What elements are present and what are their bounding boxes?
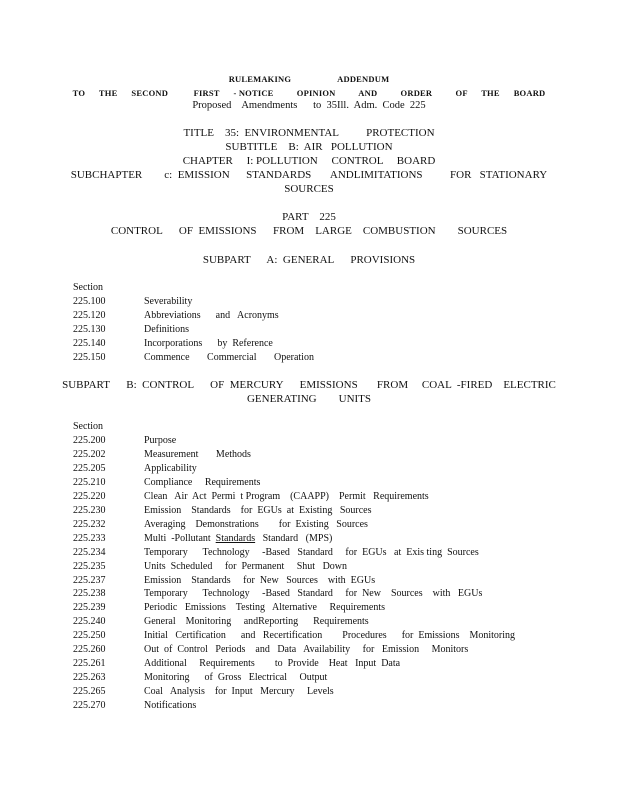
toc-row bbox=[0, 602, 618, 616]
toc-row bbox=[0, 616, 618, 630]
section-title-text: Definitions bbox=[144, 324, 189, 335]
section-number: 225.230 bbox=[73, 504, 106, 516]
section-number: 225.235 bbox=[73, 560, 106, 572]
section-number: 225.150 bbox=[73, 352, 106, 363]
section-title-text: Monitoring of Gross Electrical Output bbox=[144, 672, 328, 684]
section-title bbox=[144, 575, 375, 586]
section-title-text: Units Scheduled for Permanent Shut Down bbox=[144, 560, 348, 572]
toc-row bbox=[0, 296, 618, 310]
section-title-text: Applicability bbox=[144, 462, 197, 474]
section-number: 225.238 bbox=[73, 588, 106, 600]
section-title bbox=[144, 338, 273, 349]
section-title-text: Temporary Technology -Based Standard for EGUs at Exis ting Sources bbox=[144, 546, 479, 558]
toc-row bbox=[0, 700, 618, 714]
section-title-text: Notifications bbox=[144, 700, 197, 712]
section-title bbox=[144, 547, 479, 558]
section-number: 225.220 bbox=[73, 490, 106, 502]
toc-row bbox=[0, 338, 618, 352]
section-title-rest: Standard (MPS) bbox=[255, 532, 333, 544]
section-title bbox=[144, 324, 189, 335]
section-title-text: Coal Analysis for Input Mercury Levels bbox=[144, 686, 334, 698]
section-title bbox=[144, 561, 347, 572]
toc-row bbox=[0, 505, 618, 519]
section-number: 225.100 bbox=[73, 296, 106, 307]
section-title-text: Multi -Pollutant bbox=[144, 532, 216, 544]
section-number: 225.234 bbox=[73, 546, 106, 558]
section-number: 225.250 bbox=[73, 630, 106, 642]
header-line-proposed: Proposed Amendments to 35Ill. Adm. Code 225 bbox=[192, 100, 426, 111]
section-title-text: Emission Standards for EGUs at Existing Sources bbox=[144, 504, 372, 516]
section-number: 225.265 bbox=[73, 686, 106, 698]
section-title-text: Emission Standards for New Sources with EGUs bbox=[144, 574, 376, 586]
section-title bbox=[144, 505, 371, 516]
subchapter-continuation: SOURCES bbox=[284, 183, 334, 195]
subpart-a-section-label: Section bbox=[73, 282, 103, 293]
part-title-line: CONTROL OF EMISSIONS FROM LARGE COMBUSTION SOURCES bbox=[110, 225, 508, 237]
section-title-text: Compliance Requirements bbox=[144, 476, 261, 488]
section-number: 225.237 bbox=[73, 574, 106, 586]
section-number: 225.240 bbox=[73, 616, 106, 628]
subpart-b-heading-continuation: GENERATING UNITS bbox=[246, 393, 372, 405]
section-title bbox=[144, 644, 468, 655]
section-number: 225.205 bbox=[73, 462, 106, 474]
section-title bbox=[144, 616, 369, 627]
section-title bbox=[144, 658, 400, 669]
section-number: 225.232 bbox=[73, 518, 106, 530]
header-line-board: TO THE SECOND FIRST - NOTICE OPINION AND ORDER OF THE BOARD bbox=[72, 88, 546, 98]
section-title-underlined: Standards bbox=[215, 532, 256, 544]
section-title-text: Commence Commercial Operation bbox=[144, 352, 314, 363]
section-title-text: Abbreviations and Acronyms bbox=[144, 310, 279, 321]
section-number: 225.120 bbox=[73, 310, 106, 321]
section-title bbox=[144, 310, 279, 321]
section-title-text: Incorporations by Reference bbox=[144, 338, 273, 349]
toc-row bbox=[0, 672, 618, 686]
section-title-text: Measurement Methods bbox=[144, 448, 251, 460]
section-number: 225.270 bbox=[73, 700, 106, 712]
section-title bbox=[144, 700, 196, 711]
toc-row bbox=[0, 519, 618, 533]
toc-row bbox=[0, 491, 618, 505]
toc-row bbox=[0, 449, 618, 463]
section-title bbox=[144, 602, 385, 613]
section-number: 225.202 bbox=[73, 448, 106, 460]
section-title bbox=[144, 352, 314, 363]
subpart-a-heading: SUBPART A: GENERAL PROVISIONS bbox=[202, 254, 416, 266]
section-title-text: Severability bbox=[144, 296, 193, 307]
subtitle-line: SUBTITLE B: AIR POLLUTION bbox=[225, 141, 393, 153]
section-title bbox=[144, 435, 176, 446]
section-title bbox=[144, 588, 482, 599]
section-title-text: Purpose bbox=[144, 435, 177, 446]
toc-row bbox=[0, 644, 618, 658]
toc-row bbox=[0, 686, 618, 700]
section-number: 225.140 bbox=[73, 338, 106, 349]
section-title-text: Out of Control Periods and Data Availability for Emission Monitors bbox=[144, 644, 469, 656]
toc-row bbox=[0, 547, 618, 561]
section-title bbox=[144, 449, 251, 460]
toc-row bbox=[0, 561, 618, 575]
section-number: 225.233 bbox=[73, 532, 106, 544]
toc-row bbox=[0, 324, 618, 338]
section-title-text: Periodic Emissions Testing Alternative Requirements bbox=[144, 602, 386, 614]
section-number: 225.210 bbox=[73, 476, 106, 488]
section-title bbox=[144, 630, 515, 641]
title-line: TITLE 35: ENVIRONMENTAL PROTECTION bbox=[183, 127, 435, 139]
toc-row bbox=[0, 533, 618, 547]
section-title-text: Clean Air Act Permi t Program (CAAPP) Permit Requirements bbox=[144, 490, 429, 502]
section-title-text: Averaging Demonstrations for Existing Sources bbox=[144, 518, 368, 530]
subchapter-line: SUBCHAPTER c: EMISSION STANDARDS ANDLIMITATIONS FOR STATIONARY bbox=[70, 169, 548, 181]
section-number: 225.261 bbox=[73, 658, 106, 670]
section-title bbox=[144, 463, 197, 474]
toc-row bbox=[0, 588, 618, 602]
section-title bbox=[144, 686, 334, 697]
section-title bbox=[144, 519, 368, 530]
section-number: 225.200 bbox=[73, 435, 106, 446]
toc-row bbox=[0, 463, 618, 477]
section-title bbox=[144, 672, 327, 683]
toc-row bbox=[0, 575, 618, 589]
subpart-b-heading: SUBPART B: CONTROL OF MERCURY EMISSIONS FROM COAL -FIRED ELECTRIC bbox=[62, 379, 556, 391]
section-title bbox=[144, 533, 332, 544]
toc-row bbox=[0, 630, 618, 644]
section-title bbox=[144, 491, 429, 502]
toc-row bbox=[0, 477, 618, 491]
header-line-rulemaking: RULEMAKING ADDENDUM bbox=[228, 74, 390, 84]
chapter-line: CHAPTER I: POLLUTION CONTROL BOARD bbox=[182, 155, 436, 167]
section-title-text: Temporary Technology -Based Standard for New Sources with EGUs bbox=[144, 588, 483, 600]
section-number: 225.239 bbox=[73, 602, 106, 614]
toc-row bbox=[0, 435, 618, 449]
section-title-text: General Monitoring andReporting Requirements bbox=[144, 616, 369, 628]
section-number: 225.263 bbox=[73, 672, 106, 684]
section-number: 225.130 bbox=[73, 324, 106, 335]
section-title bbox=[144, 477, 260, 488]
subpart-b-section-label: Section bbox=[73, 421, 103, 432]
section-title bbox=[144, 296, 192, 307]
section-title-text: Initial Certification and Recertification Procedures for Emissions Monitoring bbox=[144, 630, 516, 642]
section-number: 225.260 bbox=[73, 644, 106, 656]
section-title-text: Additional Requirements to Provide Heat Input Data bbox=[144, 658, 401, 670]
toc-row bbox=[0, 310, 618, 324]
toc-row bbox=[0, 658, 618, 672]
toc-row bbox=[0, 352, 618, 366]
part-line: PART 225 bbox=[282, 211, 336, 223]
